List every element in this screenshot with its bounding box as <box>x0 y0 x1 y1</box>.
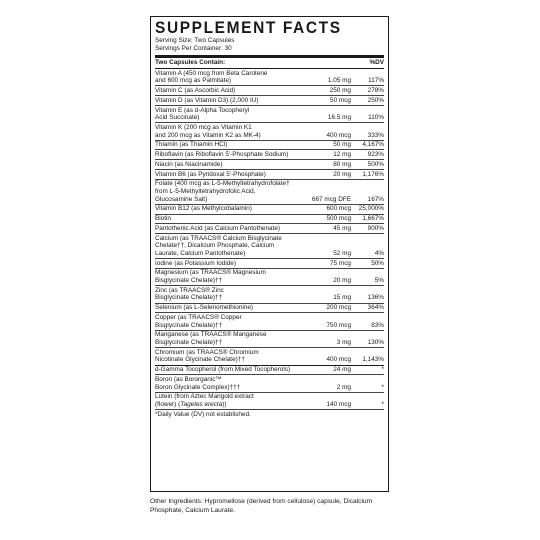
nutrient-row <box>155 234 384 259</box>
nutrient-row <box>155 286 384 303</box>
nutrient-amount: 667 mcg DFE <box>311 195 351 203</box>
nutrient-dv: 5% <box>374 277 384 285</box>
nutrient-dv: 117% <box>368 77 384 85</box>
nutrient-row <box>155 69 384 86</box>
nutrient-amount: 75 mcg <box>330 259 351 267</box>
nutrient-name: Iodine (as Potassium Iodide) <box>155 259 236 267</box>
nutrient-amount: 600 mcg <box>326 205 351 213</box>
nutrient-dv: 25,000% <box>358 205 384 213</box>
supplement-facts-panel <box>150 16 389 492</box>
nutrient-amount: 50 mg <box>333 141 351 149</box>
nutrient-name: Boron (as Bororganic™ Boron Glycinate Complex)††† <box>155 375 241 391</box>
nutrient-amount: 3 mg <box>336 338 351 346</box>
nutrient-row <box>155 313 384 330</box>
nutrient-dv: 50% <box>371 259 384 267</box>
nutrient-row <box>155 331 384 348</box>
nutrient-dv: 110% <box>368 114 384 122</box>
nutrient-name: Vitamin B6 (as Pyridoxal 5'-Phosphate) <box>155 170 266 178</box>
nutrient-row <box>155 205 384 215</box>
column-header-right: %DV <box>369 59 384 66</box>
nutrient-dv: 500% <box>367 160 384 168</box>
nutrient-dv: 4% <box>374 249 384 257</box>
nutrient-name: d-Gamma Tocopherol (from Mixed Tocopherols) <box>155 366 291 374</box>
nutrient-name: Calcium (as TRAACS® Calcium Bisglycinate Chelate††, Dicalcium Phosphate, Calcium Laurate, Calcium Pantothenate) <box>155 234 282 257</box>
nutrient-amount: 24 mg <box>333 366 351 374</box>
nutrient-name: Chromium (as TRAACS® Chromium Nicotinate Glycinate Chelate)†† <box>155 348 259 364</box>
nutrient-amount: 80 mg <box>333 160 351 168</box>
nutrient-amount: 12 mg <box>333 151 351 159</box>
nutrient-dv: * <box>381 383 384 391</box>
nutrient-dv: 923% <box>367 151 384 159</box>
nutrient-row <box>155 96 384 106</box>
nutrient-dv: 130% <box>367 338 384 346</box>
nutrient-name: Thiamin (as Thiamin HCl) <box>155 141 228 149</box>
nutrient-name: Selenium (as L-Selenomethionine) <box>155 304 254 312</box>
nutrient-name: Folate (400 mcg as L-5-Methyltetrahydrofolate† from L-5-Methyltetrahydrofolic Acid, Glucosamine Salt) <box>155 180 290 203</box>
nutrient-amount: 2 mg <box>336 383 351 391</box>
nutrient-dv: * <box>381 400 384 408</box>
nutrient-row <box>155 366 384 376</box>
nutrient-amount: 15 mg <box>333 294 351 302</box>
nutrient-amount: 1.05 mg <box>327 77 351 85</box>
nutrient-list <box>155 69 384 410</box>
nutrient-row <box>155 141 384 151</box>
nutrient-name: Vitamin D (as Vitamin D3) (2,000 IU) <box>155 96 259 104</box>
nutrient-dv: 1,143% <box>362 356 384 364</box>
nutrient-amount: 400 mcg <box>326 131 351 139</box>
column-header-left: Two Capsules Contain: <box>155 59 226 66</box>
nutrient-row <box>155 259 384 269</box>
nutrient-amount: 250 mg <box>329 86 351 94</box>
nutrient-dv: 333% <box>367 131 384 139</box>
nutrient-row <box>155 269 384 286</box>
nutrient-name: Biotin <box>155 215 171 223</box>
nutrient-row <box>155 224 384 234</box>
nutrient-name: Vitamin E (as d-Alpha Tocopheryl Acid Succinate) <box>155 106 250 122</box>
nutrient-dv: 136% <box>367 294 384 302</box>
nutrient-row <box>155 348 384 365</box>
nutrient-row <box>155 150 384 160</box>
footnote: *Daily Value (DV) not established. <box>155 411 251 419</box>
nutrient-row <box>155 106 384 123</box>
nutrient-dv: 167% <box>367 195 384 203</box>
nutrient-name: Vitamin B12 (as Methylcobalamin) <box>155 205 252 213</box>
nutrient-name: Niacin (as Niacinamide) <box>155 160 223 168</box>
nutrient-dv: 278% <box>367 86 384 94</box>
nutrient-row <box>155 86 384 96</box>
botanical-name: Tagetes erecta <box>180 400 223 408</box>
nutrient-dv: 900% <box>367 224 384 232</box>
nutrient-amount: 45 mg <box>333 224 351 232</box>
nutrient-row <box>155 215 384 225</box>
nutrient-name: Zinc (as TRAACS® Zinc Bisglycinate Chelate)†† <box>155 286 224 302</box>
nutrient-amount: 500 mcg <box>326 215 351 223</box>
serving-size: Serving Size: Two Capsules <box>155 37 235 44</box>
nutrient-row <box>155 180 384 205</box>
panel-title: SUPPLEMENT FACTS <box>155 19 342 38</box>
nutrient-row <box>155 304 384 314</box>
nutrient-dv: 250% <box>367 96 384 104</box>
nutrient-row <box>155 393 384 410</box>
nutrient-amount: 20 mg <box>333 277 351 285</box>
nutrient-name: Copper (as TRAACS® Copper Bisglycinate Chelate)†† <box>155 314 242 329</box>
nutrient-dv: * <box>381 366 384 374</box>
nutrient-row <box>155 160 384 170</box>
nutrient-dv: 1,176% <box>362 170 384 178</box>
nutrient-dv: 83% <box>371 321 384 329</box>
nutrient-amount: 20 mg <box>333 170 351 178</box>
nutrient-name: Magnesium (as TRAACS® Magnesium Bisglycinate Chelate)†† <box>155 269 266 285</box>
nutrient-name: Manganese (as TRAACS® Manganese Bisglycinate Chelate)†† <box>155 331 267 346</box>
nutrient-amount: 52 mg <box>333 249 351 257</box>
nutrient-amount: 50 mcg <box>330 96 351 104</box>
nutrient-amount: 140 mcg <box>326 400 351 408</box>
nutrient-dv: 364% <box>367 304 384 312</box>
nutrient-amount: 16.5 mg <box>327 114 351 122</box>
other-ingredients: Other Ingredients: Hypromellose (derived from cellulose) capsule, Dicalcium Phosphate, Calcium Laurate. <box>150 498 373 514</box>
nutrient-amount: 400 mcg <box>326 356 351 364</box>
nutrient-name: Vitamin C (as Ascorbic Acid) <box>155 86 236 94</box>
column-header <box>155 58 384 68</box>
nutrient-row <box>155 123 384 140</box>
servings-per-container: Servings Per Container: 30 <box>155 45 232 52</box>
nutrient-name: Vitamin A (450 mcg from Beta Carotene and 600 mcg as Palmitate) <box>155 69 268 85</box>
nutrient-amount: 200 mcg <box>326 304 351 312</box>
nutrient-dv: 4,167% <box>362 141 384 149</box>
nutrient-name: Pantothenic Acid (as Calcium Pantothenate) <box>155 224 281 232</box>
nutrient-name: Vitamin K (200 mcg as Vitamin K1 and 200 mcg as Vitamin K2 as MK-4) <box>155 123 261 139</box>
nutrient-row <box>155 170 384 180</box>
nutrient-amount: 750 mcg <box>326 321 351 329</box>
nutrient-name: Lutein (from Aztec Marigold extract (flower) (Tagetes erecta)) <box>155 393 254 408</box>
nutrient-row <box>155 375 384 392</box>
nutrient-name: Riboflavin (as Riboflavin 5'-Phosphate Sodium) <box>155 151 289 159</box>
nutrient-dv: 1,667% <box>362 215 384 223</box>
